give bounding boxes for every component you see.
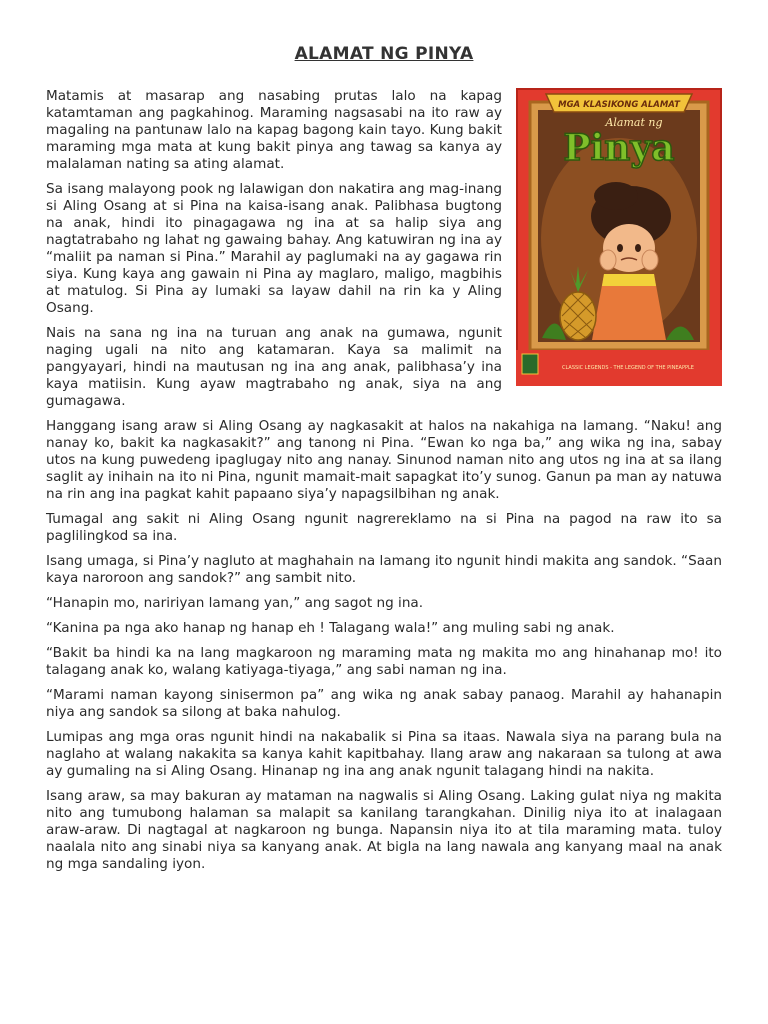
page-title: ALAMAT NG PINYA <box>294 44 474 64</box>
paragraph: Hanggang isang araw si Aling Osang ay nagkasakit at halos na nakahiga na lamang. “Naku! ang nanay ko, bakit ka nagkasakit?” ang tanong ni Pina. “Ewan ko nga ba,” ang wika ng ina, sabay utos na kung puwedeng ipaglugay nito ang nanay. Sinunod naman nito ang utos ng ina at sa ilang saglit ay inihain na ito ni Pina, ngunit mamait-mait sapagkat ito’y sunog. Ganun pa man ay natuwa na rin ang ina pagkat kahit papaano siya’y napagsilbihan ng anak. <box>46 418 722 502</box>
paragraph: Isang umaga, si Pina’y nagluto at maghahain na lamang ito ngunit hindi makita ang sandok. “Saan kaya naroroon ang sandok?” ang sambit nito. <box>46 553 722 586</box>
paragraph: “Kanina pa nga ako hanap ng hanap eh ! Talagang wala!” ang muling sabi ng anak. <box>46 620 615 636</box>
paragraph: Tumagal ang sakit ni Aling Osang ngunit nagrereklamo na si Pina na pagod na raw ito sa paglilingkod sa ina. <box>46 511 722 544</box>
paragraph: “Bakit ba hindi ka na lang magkaroon ng maraming mata ng makita mo ang hinahanap mo! ito talagang anak ko, walang katiyaga-tiyaga,” ang sabi naman ng ina. <box>46 645 722 678</box>
book-cover-image <box>516 88 722 386</box>
paragraph: Nais na sana ng ina na turuan ang anak na gumawa, ngunit naging ugali na nito ang katamaran. Kaya sa malimit na pangyayari, hindi na mautusan ng ina ang anak, palibhasa’y ina kaya matiisin. Kung ayaw magtrabaho ng anak, siya na ang gumagawa. <box>46 325 502 409</box>
paragraph: Lumipas ang mga oras ngunit hindi na nakabalik si Pina sa itaas. Nawala siya na parang bula na naglaho at walang nakakita sa kanya kahit kapitbahay. Ilang araw ang nakaraan sa tulong at awa ay gumaling na si Aling Osang. Hinanap ng ina ang anak ngunit talagang hindi na nakita. <box>46 729 722 779</box>
paragraph: Matamis at masarap ang nasabing prutas lalo na kapag katamtaman ang pagkahinog. Maraming nagsasabi na ito raw ay magaling na pantunaw lalo na kapag bagong kain tayo. Kung bakit maraming mga mata at kung bakit pinya ang tawag sa kanya ay malalaman nating sa ating alamat. <box>46 88 502 172</box>
story-body <box>46 88 722 881</box>
book-cover-illustration <box>516 88 722 386</box>
paragraph: Isang araw, sa may bakuran ay mataman na nagwalis si Aling Osang. Laking gulat niya ng makita nito ang tumubong halaman sa malapit sa kanilang tarangkahan. Dinilig niya ito at inalagaan araw-araw. Di nagtagal at nagkaroon ng bunga. Napansin niya ito at tila maraming mata. tuloy naalala nito ang sinabi niya sa kanyang anak. At bigla na lang nawala ang kanyang maal na anak ng mga sandaling iyon. <box>46 788 722 872</box>
cover-subtitle-text: Alamat ng <box>605 116 663 129</box>
cover-series-text: MGA KLASIKONG ALAMAT <box>558 100 680 110</box>
cover-main-title-text: Pinya <box>563 127 675 169</box>
cover-footer-text: CLASSIC LEGENDS - THE LEGEND OF THE PINEAPPLE <box>562 365 694 371</box>
paragraph: “Hanapin mo, naririyan lamang yan,” ang sagot ng ina. <box>46 595 424 611</box>
paragraph: Sa isang malayong pook ng lalawigan don nakatira ang mag-inang si Aling Osang at si Pina na kaisa-isang anak. Palibhasa bugtong na anak, hindi ito pinagagawa ng ina at sa halip siya ang nagtatrabaho ng lahat ng gawaing bahay. Ang katuwiran ng ina ay “maliit pa naman si Pina.” Marahil ay paglumaki na ay gagawa rin siya. Kung kaya ang gawain ni Pina ay maglaro, maligo, magbihis at matulog. Si Pina ay lumaki sa layaw dahil na rin ka y Aling Osang. <box>46 181 502 316</box>
paragraph: “Marami naman kayong sinisermon pa” ang wika ng anak sabay panaog. Marahil ay hahanapin niya ang sandok sa silong at baka nahulog. <box>46 687 722 720</box>
